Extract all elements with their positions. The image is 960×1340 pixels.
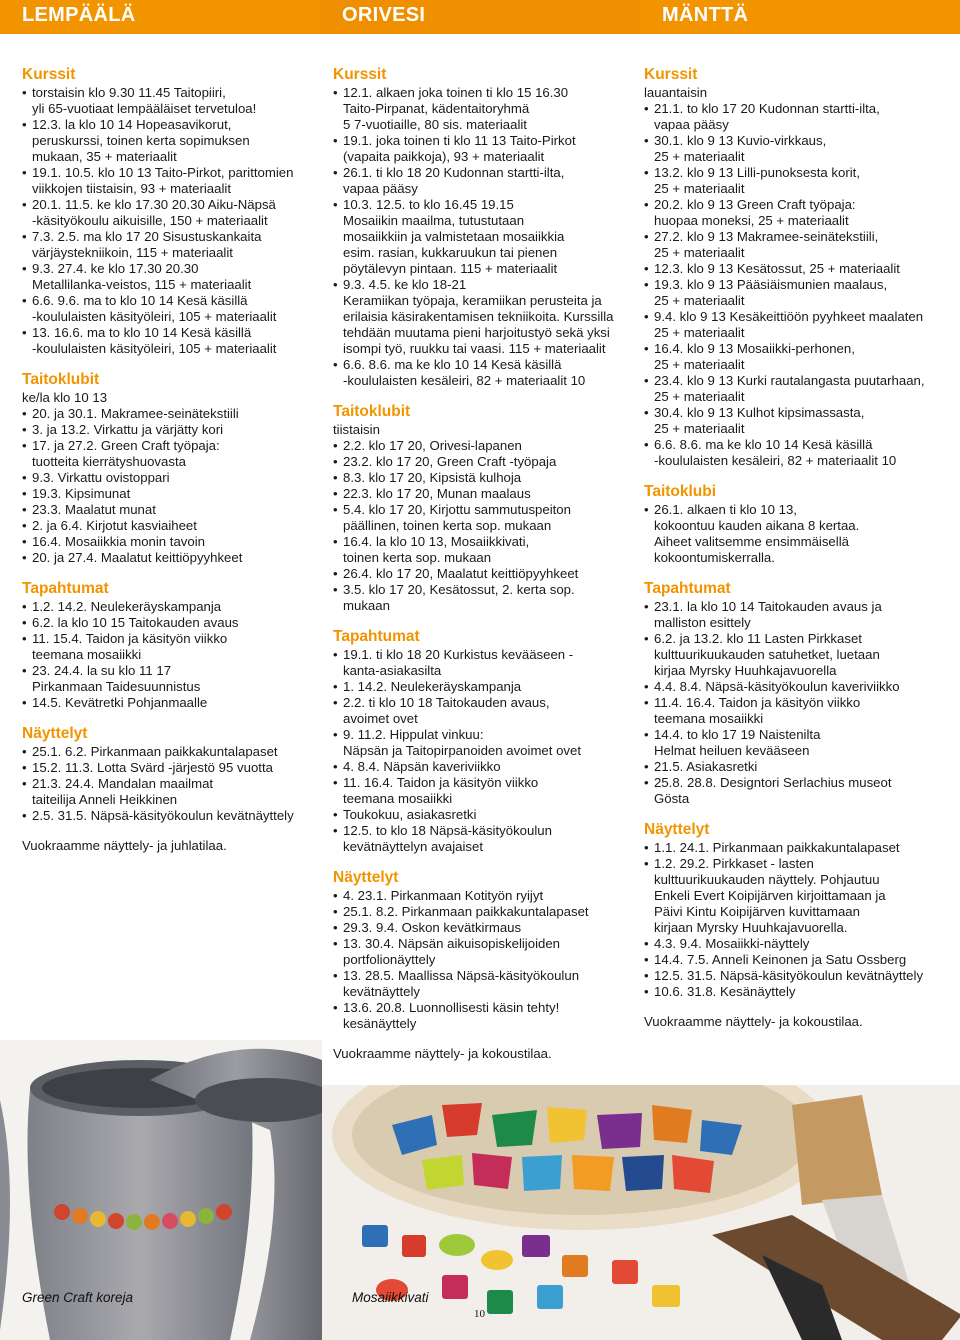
list-item-line: • 6.6. 8.6. ma ke klo 10 14 Kesä käsillä	[343, 357, 562, 372]
section	[333, 66, 623, 389]
list-item-line: • 2.2. ti klo 10 18 Taitokauden avaus,	[343, 695, 550, 710]
list-item-line: mosaiikkiin ja valmistetaan mosaiikkia	[343, 229, 565, 244]
list-item-line: kevätnäyttely	[343, 984, 420, 999]
list-item	[22, 663, 312, 695]
section-title: Näyttelyt	[333, 869, 399, 886]
list-item	[644, 502, 939, 566]
section-title: Näyttelyt	[644, 821, 710, 838]
list-item-line: • 4.3. 9.4. Mosaiikki-näyttely	[654, 936, 810, 951]
list-item-line: Näpsän ja Taitopirpanoiden avoimet ovet	[343, 743, 582, 758]
list-item-line: portfolionäyttely	[343, 952, 436, 967]
list-item-line: • 23.1. la klo 10 14 Taitokauden avaus ja	[654, 599, 882, 614]
list-item	[333, 807, 623, 823]
list-item	[333, 775, 623, 807]
list-item-line: • 9.3. 4.5. ke klo 18-21	[343, 277, 467, 292]
list-item-line: • 5.4. klo 17 20, Kirjottu sammutuspeiton	[343, 502, 571, 517]
list-item-line: • 9.3. 27.4. ke klo 17.30 20.30	[32, 261, 199, 276]
list-item-line: tehdään muutama pieni harjoitustyö sekä yksi	[343, 325, 610, 340]
list-item	[333, 936, 623, 968]
list-item	[644, 437, 939, 469]
list-item-line: -koululaisten kesäleiri, 82 + materiaalit 10	[654, 453, 897, 468]
list-item-line: (vapaita paikkoja), 93 + materiaalit	[343, 149, 545, 164]
list-item-line: • 15.2. 11.3. Lotta Svärd -järjestö 95 vuotta	[32, 760, 273, 775]
list-item-line: tuotteita kierrätyshuovasta	[32, 454, 186, 469]
list-item	[22, 502, 312, 518]
list-item	[22, 534, 312, 550]
list-item	[333, 502, 623, 534]
list-item-line: • 1.2. 29.2. Pirkkaset - lasten	[654, 856, 814, 871]
list-item	[333, 277, 623, 357]
list-item	[644, 405, 939, 437]
list-item	[644, 968, 939, 984]
list-item-line: • 14.5. Kevätretki Pohjanmaalle	[32, 695, 208, 710]
section	[644, 483, 939, 566]
list-item-line: Gösta	[654, 791, 690, 806]
list-item-line: Enkeli Evert Koipijärven kirjoittamaan ja	[654, 888, 886, 903]
list-item	[333, 197, 623, 277]
list-item-line: teemana mosaiikki	[654, 711, 764, 726]
list-item-line: isompi työ, ruukku tai vaasi. 115 + materiaalit	[343, 341, 606, 356]
column-orivesi	[333, 66, 623, 1062]
event-list	[644, 840, 939, 1000]
list-item	[333, 133, 623, 165]
event-list	[22, 599, 312, 711]
section	[22, 725, 312, 824]
list-item-line: avoimet ovet	[343, 711, 418, 726]
list-item	[22, 117, 312, 165]
list-item	[22, 776, 312, 808]
list-item-line: malliston esittely	[654, 615, 751, 630]
list-item	[644, 631, 939, 679]
list-item-line: • 14.4. to klo 17 19 Naistenilta	[654, 727, 821, 742]
list-item-line: • 4. 8.4. Näpsän kaveriviikko	[343, 759, 501, 774]
list-item-line: • 19.1. joka toinen ti klo 11 13 Taito-Pirkot	[343, 133, 576, 148]
list-item-line: kulttuurikuukauden näyttely. Pohjautuu	[654, 872, 880, 887]
list-item	[644, 599, 939, 631]
list-item-line: vapaa pääsy	[343, 181, 418, 196]
list-item-line: • 12.3. klo 9 13 Kesätossut, 25 + materiaalit	[654, 261, 900, 276]
list-item-line: • 20. ja 27.4. Maalatut keittiöpyyhkeet	[32, 550, 243, 565]
list-item-line: • 23.4. klo 9 13 Kurki rautalangasta puutarhaan,	[654, 373, 925, 388]
list-item	[644, 229, 939, 261]
list-item	[22, 550, 312, 566]
list-item-line: 5 7-vuotiaille, 80 sis. materiaalit	[343, 117, 527, 132]
list-item-line: • 23. 24.4. la su klo 11 17	[32, 663, 172, 678]
list-item-line: värjäystekniikoin, 115 + materiaalit	[32, 245, 233, 260]
list-item-line: • 30.4. klo 9 13 Kulhot kipsimassasta,	[654, 405, 865, 420]
list-item-line: -koululaisten kesäleiri, 82 + materiaalit 10	[343, 373, 586, 388]
list-item-line: päällinen, toinen kerta sop. mukaan	[343, 518, 552, 533]
list-item-line: • 22.3. klo 17 20, Munan maalaus	[343, 486, 531, 501]
list-item	[22, 293, 312, 325]
list-item-line: • 12.1. alkaen joka toinen ti klo 15 16.30	[343, 85, 569, 100]
list-item-line: • 13.2. klo 9 13 Lilli-punoksesta korit,	[654, 165, 860, 180]
list-item	[22, 760, 312, 776]
section-subtitle: ke/la klo 10 13	[22, 390, 108, 405]
list-item-line: esim. rasian, kukkaruukun tai pienen	[343, 245, 558, 260]
event-list	[644, 599, 939, 807]
list-item-line: • 6.6. 8.6. ma ke klo 10 14 Kesä käsillä	[654, 437, 873, 452]
section	[22, 371, 312, 566]
section	[644, 821, 939, 1000]
list-item-line: • 20.1. 11.5. ke klo 17.30 20.30 Aiku-Näpsä	[32, 197, 276, 212]
list-item-line: • 19.1. 10.5. klo 10 13 Taito-Pirkot, parittomien	[32, 165, 294, 180]
list-item	[22, 165, 312, 197]
footer-note: Vuokraamme näyttely- ja kokoustilaa.	[333, 1046, 552, 1061]
list-item-line: • 20.2. klo 9 13 Green Craft työpaja:	[654, 197, 856, 212]
list-item-line: Aiheet valitsemme ensimmäisellä	[654, 534, 849, 549]
list-item-line: -käsityökoulu aikuisille, 150 + materiaalit	[32, 213, 268, 228]
list-item-line: • 9.4. klo 9 13 Kesäkeittiöön pyyhkeet maalaten	[654, 309, 924, 324]
list-item-line: viikkojen tiistaisin, 93 + materiaalit	[32, 181, 231, 196]
list-item-line: kokoontumiskerralla.	[654, 550, 775, 565]
list-item-line: vapaa pääsy	[654, 117, 729, 132]
event-list	[644, 502, 939, 566]
caption-mosaic-plate: Mosaiikkivati	[352, 1290, 429, 1305]
list-item-line: Keramiikan työpaja, keramiikan perusteita ja	[343, 293, 602, 308]
list-item-line: • 6.6. 9.6. ma to klo 10 14 Kesä käsillä	[32, 293, 248, 308]
list-item-line: • 10.6. 31.8. Kesänäyttely	[654, 984, 796, 999]
list-item-line: • 3.5. klo 17 20, Kesätossut, 2. kerta sop. mukaan	[343, 582, 575, 613]
list-item	[644, 133, 939, 165]
footer-note: Vuokraamme näyttely- ja kokoustilaa.	[644, 1014, 863, 1029]
list-item-line: • 19.3. Kipsimunat	[32, 486, 131, 501]
list-item-line: toinen kerta sop. mukaan	[343, 550, 492, 565]
list-item	[644, 309, 939, 341]
section	[644, 580, 939, 807]
list-item	[333, 534, 623, 566]
list-item-line: peruskurssi, toinen kerta sopimuksen	[32, 133, 250, 148]
section-title: Näyttelyt	[22, 725, 88, 742]
list-item-line: • 6.2. ja 13.2. klo 11 Lasten Pirkkaset	[654, 631, 862, 646]
list-item	[22, 470, 312, 486]
list-item-line: • 1. 14.2. Neulekeräyskampanja	[343, 679, 522, 694]
list-item	[22, 406, 312, 422]
list-item	[333, 695, 623, 727]
section-title: Taitoklubi	[644, 483, 717, 500]
list-item-line: • Toukokuu, asiakasretki	[343, 807, 477, 822]
list-item	[22, 229, 312, 261]
list-item-line: • 12.3. la klo 10 14 Hopeasavikorut,	[32, 117, 232, 132]
list-item-line: • 25.8. 28.8. Designtori Serlachius museot	[654, 775, 892, 790]
list-item-line: • 2.5. 31.5. Näpsä-käsityökoulun kevätnäyttely	[32, 808, 294, 823]
list-item-line: • torstaisin klo 9.30 11.45 Taitopiiri,	[32, 85, 226, 100]
list-item-line: Pirkanmaan Taidesuunnistus	[32, 679, 201, 694]
list-item	[22, 197, 312, 229]
section-title: Tapahtumat	[22, 580, 109, 597]
list-item-line: kevätnäyttelyn avajaiset	[343, 839, 484, 854]
list-item-line: 25 + materiaalit	[654, 389, 745, 404]
list-item-line: kanta-asiakasilta	[343, 663, 442, 678]
list-item	[333, 566, 623, 582]
list-item-line: • 9. 11.2. Hippulat vinkuu:	[343, 727, 484, 742]
event-list	[333, 647, 623, 855]
list-item-line: teemana mosaiikki	[343, 791, 453, 806]
list-item-line: • 20. ja 30.1. Makramee-seinätekstiili	[32, 406, 239, 421]
list-item-line: 25 + materiaalit	[654, 357, 745, 372]
list-item-line: -koululaisten käsityöleiri, 105 + materiaalit	[32, 309, 277, 324]
list-item-line: • 21.1. to klo 17 20 Kudonnan startti-ilta,	[654, 101, 880, 116]
list-item	[644, 840, 939, 856]
list-item-line: • 11. 16.4. Taidon ja käsityön viikko	[343, 775, 539, 790]
list-item	[644, 341, 939, 373]
list-item	[333, 727, 623, 759]
list-item-line: 25 + materiaalit	[654, 181, 745, 196]
list-item	[333, 759, 623, 775]
list-item-line: • 11.4. 16.4. Taidon ja käsityön viikko	[654, 695, 861, 710]
list-item-line: Mosaiikin maailma, tutustutaan	[343, 213, 525, 228]
list-item-line: • 2.2. klo 17 20, Orivesi-lapanen	[343, 438, 522, 453]
list-item	[22, 808, 312, 824]
list-item-line: • 19.1. ti klo 18 20 Kurkistus kevääseen -	[343, 647, 574, 662]
column-lempaala	[22, 66, 312, 854]
list-item-line: teemana mosaiikki	[32, 647, 142, 662]
list-item-line: kokoontuu kauden aikana 8 kertaa.	[654, 518, 860, 533]
section-title: Tapahtumat	[644, 580, 731, 597]
list-item-line: taiteilija Anneli Heikkinen	[32, 792, 178, 807]
list-item	[333, 357, 623, 389]
list-item-line: • 14.4. 7.5. Anneli Keinonen ja Satu Ossberg	[654, 952, 907, 967]
list-item-line: • 1.2. 14.2. Neulekeräyskampanja	[32, 599, 222, 614]
list-item-line: kesänäyttely	[343, 1016, 417, 1031]
list-item-line: • 4. 23.1. Pirkanmaan Kotityön ryijyt	[343, 888, 544, 903]
list-item-line: • 7.3. 2.5. ma klo 17 20 Sisustuskankaita	[32, 229, 262, 244]
list-item	[22, 486, 312, 502]
list-item	[333, 85, 623, 133]
list-item	[333, 470, 623, 486]
list-item-line: • 30.1. klo 9 13 Kuvio-virkkaus,	[654, 133, 827, 148]
list-item-line: • 23.2. klo 17 20, Green Craft -työpaja	[343, 454, 557, 469]
list-item-line: • 23.3. Maalatut munat	[32, 502, 156, 517]
event-list	[333, 85, 623, 389]
list-item	[333, 679, 623, 695]
list-item-line: • 17. ja 27.2. Green Craft työpaja:	[32, 438, 220, 453]
list-item	[644, 695, 939, 727]
list-item	[333, 904, 623, 920]
list-item-line: • 16.4. klo 9 13 Mosaiikki-perhonen,	[654, 341, 855, 356]
list-item-line: yli 65-vuotiaat lempääläiset tervetuloa!	[32, 101, 257, 116]
section-subtitle: lauantaisin	[644, 85, 708, 100]
list-item-line: • 13.6. 20.8. Luonnollisesti käsin tehty!	[343, 1000, 560, 1015]
list-item	[644, 984, 939, 1000]
list-item-line: • 13. 28.5. Maallissa Näpsä-käsityökoulun	[343, 968, 580, 983]
section-title: Taitoklubit	[333, 403, 411, 420]
list-item	[644, 101, 939, 133]
section	[644, 66, 939, 469]
list-item-line: kulttuurikuukauden satuhetket, luetaan	[654, 647, 880, 662]
list-item-line: 25 + materiaalit	[654, 325, 745, 340]
list-item	[22, 615, 312, 631]
list-item-line: • 27.2. klo 9 13 Makramee-seinätekstiili,	[654, 229, 879, 244]
section-title: Kurssit	[644, 66, 698, 83]
list-item-line: pöytälevyn pintaan. 115 + materiaalit	[343, 261, 558, 276]
list-item	[333, 438, 623, 454]
list-item-line: • 1.1. 24.1. Pirkanmaan paikkakuntalapaset	[654, 840, 900, 855]
list-item	[22, 438, 312, 470]
event-list	[333, 438, 623, 614]
section-title: Kurssit	[22, 66, 76, 83]
list-item	[333, 920, 623, 936]
list-item	[644, 936, 939, 952]
list-item-line: Metallilanka-veistos, 115 + materiaalit	[32, 277, 252, 292]
list-item	[644, 261, 939, 277]
list-item-line: 25 + materiaalit	[654, 149, 745, 164]
list-item	[333, 823, 623, 855]
event-list	[22, 744, 312, 824]
page-number: 10	[474, 1308, 485, 1320]
list-item	[22, 261, 312, 293]
list-item	[644, 952, 939, 968]
list-item-line: • 3. ja 13.2. Virkattu ja värjätty kori	[32, 422, 224, 437]
list-item	[333, 582, 623, 614]
list-item-line: 25 + materiaalit	[654, 245, 745, 260]
list-item	[22, 744, 312, 760]
list-item	[644, 679, 939, 695]
list-item	[22, 599, 312, 615]
list-item-line: • 16.4. la klo 10 13, Mosaiikkivati,	[343, 534, 530, 549]
list-item	[644, 165, 939, 197]
list-item	[644, 373, 939, 405]
list-item-line: • 13. 16.6. ma to klo 10 14 Kesä käsillä	[32, 325, 252, 340]
list-item-line: • 6.2. la klo 10 15 Taitokauden avaus	[32, 615, 239, 630]
section	[22, 66, 312, 357]
list-item-line: • 16.4. Mosaiikkia monin tavoin	[32, 534, 205, 549]
list-item-line: • 8.3. klo 17 20, Kipsistä kulhoja	[343, 470, 522, 485]
list-item	[333, 486, 623, 502]
list-item-line: • 21.3. 24.4. Mandalan maailmat	[32, 776, 214, 791]
column-mantta	[644, 66, 939, 1030]
list-item	[22, 695, 312, 711]
header-orivesi: ORIVESI	[320, 0, 640, 34]
list-item-line: • 10.3. 12.5. to klo 16.45 19.15	[343, 197, 514, 212]
list-item-line: kirjaa Myrsky Huuhkajavuorella	[654, 663, 837, 678]
header-bar	[0, 0, 960, 34]
list-item	[22, 518, 312, 534]
section	[333, 869, 623, 1032]
list-item-line: • 25.1. 8.2. Pirkanmaan paikkakuntalapaset	[343, 904, 589, 919]
list-item-line: • 19.3. klo 9 13 Pääsiäismunien maalaus,	[654, 277, 888, 292]
list-item	[644, 759, 939, 775]
header-lempaala: LEMPÄÄLÄ	[0, 0, 320, 34]
list-item-line: 25 + materiaalit	[654, 421, 745, 436]
list-item	[644, 727, 939, 759]
event-list	[22, 406, 312, 566]
caption-felt-baskets: Green Craft koreja	[22, 1290, 134, 1305]
list-item-line: • 9.3. Virkattu ovistoppari	[32, 470, 170, 485]
list-item	[333, 1000, 623, 1032]
list-item-line: • 26.1. ti klo 18 20 Kudonnan startti-ilta,	[343, 165, 565, 180]
list-item-line: • 2. ja 6.4. Kirjotut kasviaiheet	[32, 518, 197, 533]
list-item-line: huopaa moneksi, 25 + materiaalit	[654, 213, 849, 228]
section-title: Kurssit	[333, 66, 387, 83]
section	[333, 628, 623, 855]
list-item-line: • 25.1. 6.2. Pirkanmaan paikkakuntalapaset	[32, 744, 278, 759]
section	[22, 580, 312, 711]
list-item	[22, 631, 312, 663]
list-item	[644, 197, 939, 229]
list-item-line: Taito-Pirpanat, kädentaitoryhmä	[343, 101, 530, 116]
list-item-line: • 12.5. 31.5. Näpsä-käsityökoulun kevätnäyttely	[654, 968, 924, 983]
section-subtitle: tiistaisin	[333, 422, 380, 437]
section-title: Taitoklubit	[22, 371, 100, 388]
list-item-line: mukaan, 35 + materiaalit	[32, 149, 177, 164]
section-title: Tapahtumat	[333, 628, 420, 645]
list-item	[644, 775, 939, 807]
footer-note: Vuokraamme näyttely- ja juhlatilaa.	[22, 838, 227, 853]
list-item-line: -koululaisten käsityöleiri, 105 + materiaalit	[32, 341, 277, 356]
list-item-line: 25 + materiaalit	[654, 293, 745, 308]
list-item-line: • 13. 30.4. Näpsän aikuisopiskelijoiden	[343, 936, 561, 951]
event-list	[333, 888, 623, 1032]
list-item-line: kirjaan Myrsky Huuhkajavuorella.	[654, 920, 848, 935]
header-mantta: MÄNTTÄ	[640, 0, 960, 34]
list-item-line: • 4.4. 8.4. Näpsä-käsityökoulun kaveriviikko	[654, 679, 900, 694]
list-item-line: • 26.4. klo 17 20, Maalatut keittiöpyyhkeet	[343, 566, 579, 581]
list-item-line: Päivi Kintu Koipijärven kuvittamaan	[654, 904, 860, 919]
list-item	[333, 968, 623, 1000]
list-item	[22, 422, 312, 438]
event-list	[644, 101, 939, 469]
list-item-line: • 29.3. 9.4. Oskon kevätkirmaus	[343, 920, 522, 935]
list-item	[333, 888, 623, 904]
list-item-line: • 26.1. alkaen ti klo 10 13,	[654, 502, 797, 517]
list-item-line: • 21.5. Asiakasretki	[654, 759, 758, 774]
list-item	[333, 454, 623, 470]
list-item-line: erilaisia käsirakentamisen tekniikoita. Kurssilla	[343, 309, 614, 324]
list-item	[22, 325, 312, 357]
list-item	[333, 165, 623, 197]
section	[333, 403, 623, 614]
list-item	[333, 647, 623, 679]
list-item-line: Helmat heiluen kevääseen	[654, 743, 810, 758]
list-item-line: • 12.5. to klo 18 Näpsä-käsityökoulun	[343, 823, 552, 838]
list-item	[644, 856, 939, 936]
list-item-line: • 11. 15.4. Taidon ja käsityön viikko	[32, 631, 228, 646]
list-item	[22, 85, 312, 117]
list-item	[644, 277, 939, 309]
event-list	[22, 85, 312, 357]
